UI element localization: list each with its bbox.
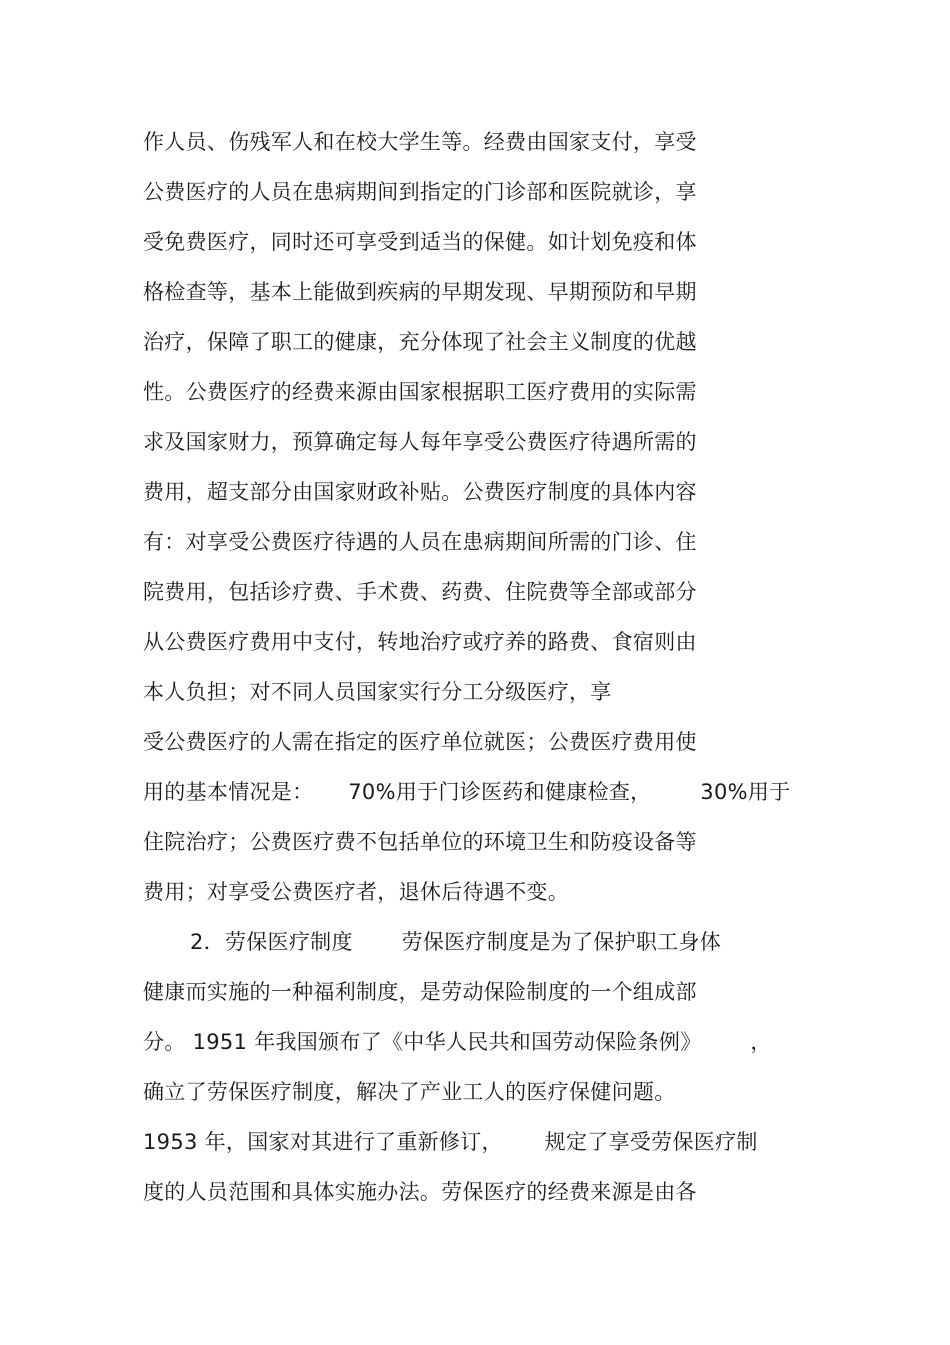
text-line: 受公费医疗的人需在指定的医疗单位就医；公费医疗费用使: [143, 730, 697, 754]
text-line: 公费医疗的人员在患病期间到指定的门诊部和医院就诊，享: [143, 180, 697, 204]
text-line: 本人负担；对不同人员国家实行分工分级医疗，享: [143, 680, 612, 704]
text-line: 有：对享受公费医疗待遇的人员在患病期间所需的门诊、住: [143, 530, 697, 554]
text-line: 费用；对享受公费医疗者，退休后待遇不变。: [143, 880, 569, 904]
text-line: 分。 1951 年我国颁布了《中华人民共和国劳动保险条例》 ，: [143, 1030, 772, 1054]
text-line: 受免费医疗，同时还可享受到适当的保健。如计划免疫和体: [143, 230, 697, 254]
text-line: 治疗，保障了职工的健康，充分体现了社会主义制度的优越: [143, 330, 697, 354]
text-line: 院费用，包括诊疗费、手术费、药费、住院费等全部或部分: [143, 580, 697, 604]
text-line: 费用，超支部分由国家财政补贴。公费医疗制度的具体内容: [143, 480, 697, 504]
section-heading-line: 2．劳保医疗制度 劳保医疗制度是为了保护职工身体: [190, 930, 722, 954]
text-line: 格检查等，基本上能做到疾病的早期发现、早期预防和早期: [143, 280, 697, 304]
text-line: 确立了劳保医疗制度，解决了产业工人的医疗保健问题。: [143, 1080, 676, 1104]
text-line: 住院治疗；公费医疗费不包括单位的环境卫生和防疫设备等: [143, 830, 697, 854]
text-line: 度的人员范围和具体实施办法。劳保医疗的经费来源是由各: [143, 1180, 697, 1204]
text-line: 从公费医疗费用中支付，转地治疗或疗养的路费、食宿则由: [143, 630, 697, 654]
text-line: 性。公费医疗的经费来源由国家根据职工医疗费用的实际需: [143, 380, 697, 404]
text-line: 用的基本情况是： 70%用于门诊医药和健康检查， 30%用于: [143, 780, 791, 804]
text-line: 1953 年，国家对其进行了重新修订， 规定了享受劳保医疗制: [143, 1130, 758, 1154]
text-line: 健康而实施的一种福利制度，是劳动保险制度的一个组成部: [143, 980, 697, 1004]
text-line: 求及国家财力，预算确定每人每年享受公费医疗待遇所需的: [143, 430, 697, 454]
text-line: 作人员、伤残军人和在校大学生等。经费由国家支付，享受: [143, 130, 697, 154]
